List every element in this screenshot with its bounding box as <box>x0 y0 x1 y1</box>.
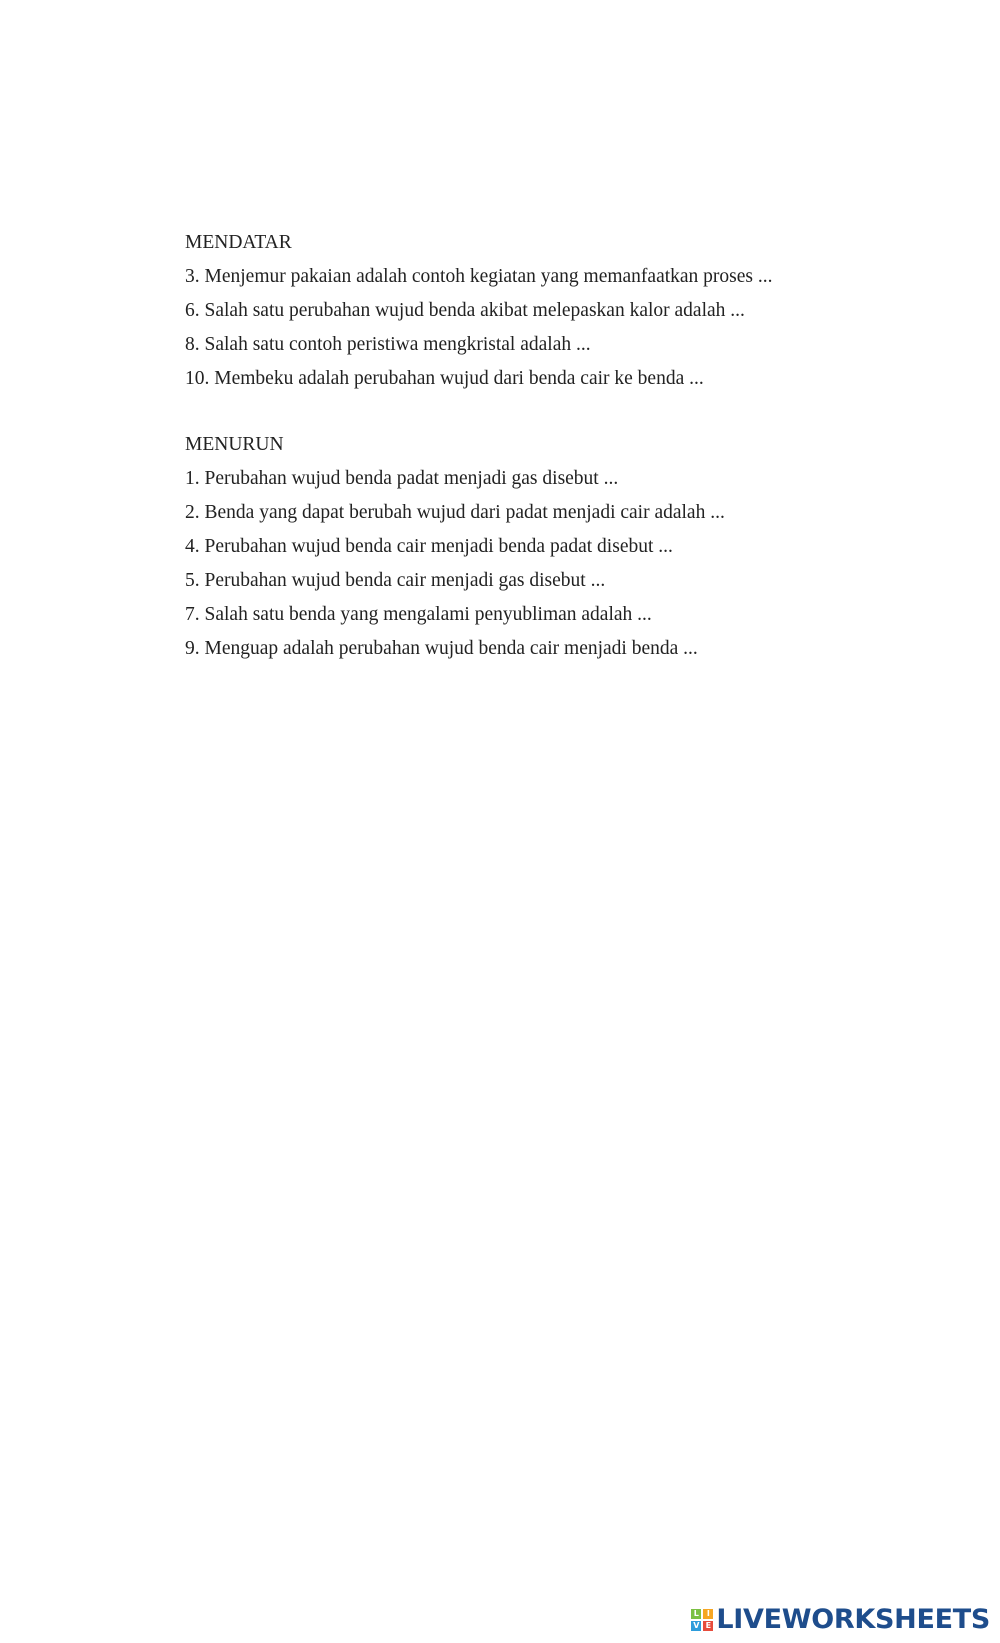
brand-name: LIVEWORKSHEETS <box>716 1604 990 1635</box>
mendatar-clue: 3. Menjemur pakaian adalah contoh kegiatan yang memanfaatkan proses ... <box>185 266 773 287</box>
mendatar-heading: MENDATAR <box>185 232 292 253</box>
menurun-clue: 7. Salah satu benda yang mengalami penyubliman adalah ... <box>185 604 652 625</box>
mendatar-clue: 6. Salah satu perubahan wujud benda akibat melepaskan kalor adalah ... <box>185 300 745 321</box>
menurun-clue: 9. Menguap adalah perubahan wujud benda cair menjadi benda ... <box>185 638 698 659</box>
menurun-clue: 2. Benda yang dapat berubah wujud dari padat menjadi cair adalah ... <box>185 502 725 523</box>
menurun-clue: 1. Perubahan wujud benda padat menjadi gas disebut ... <box>185 468 619 489</box>
menurun-clue: 5. Perubahan wujud benda cair menjadi gas disebut ... <box>185 570 606 591</box>
crossword-clues <box>185 226 945 666</box>
liveworksheets-brand <box>691 1605 990 1635</box>
menurun-heading: MENURUN <box>185 434 284 455</box>
mendatar-clue: 10. Membeku adalah perubahan wujud dari benda cair ke benda ... <box>185 368 704 389</box>
section-spacer <box>185 396 945 428</box>
mendatar-clue: 8. Salah satu contoh peristiwa mengkristal adalah ... <box>185 334 591 355</box>
menurun-clue: 4. Perubahan wujud benda cair menjadi benda padat disebut ... <box>185 536 673 557</box>
liveworksheets-logo-icon: L I V E <box>691 1609 713 1631</box>
